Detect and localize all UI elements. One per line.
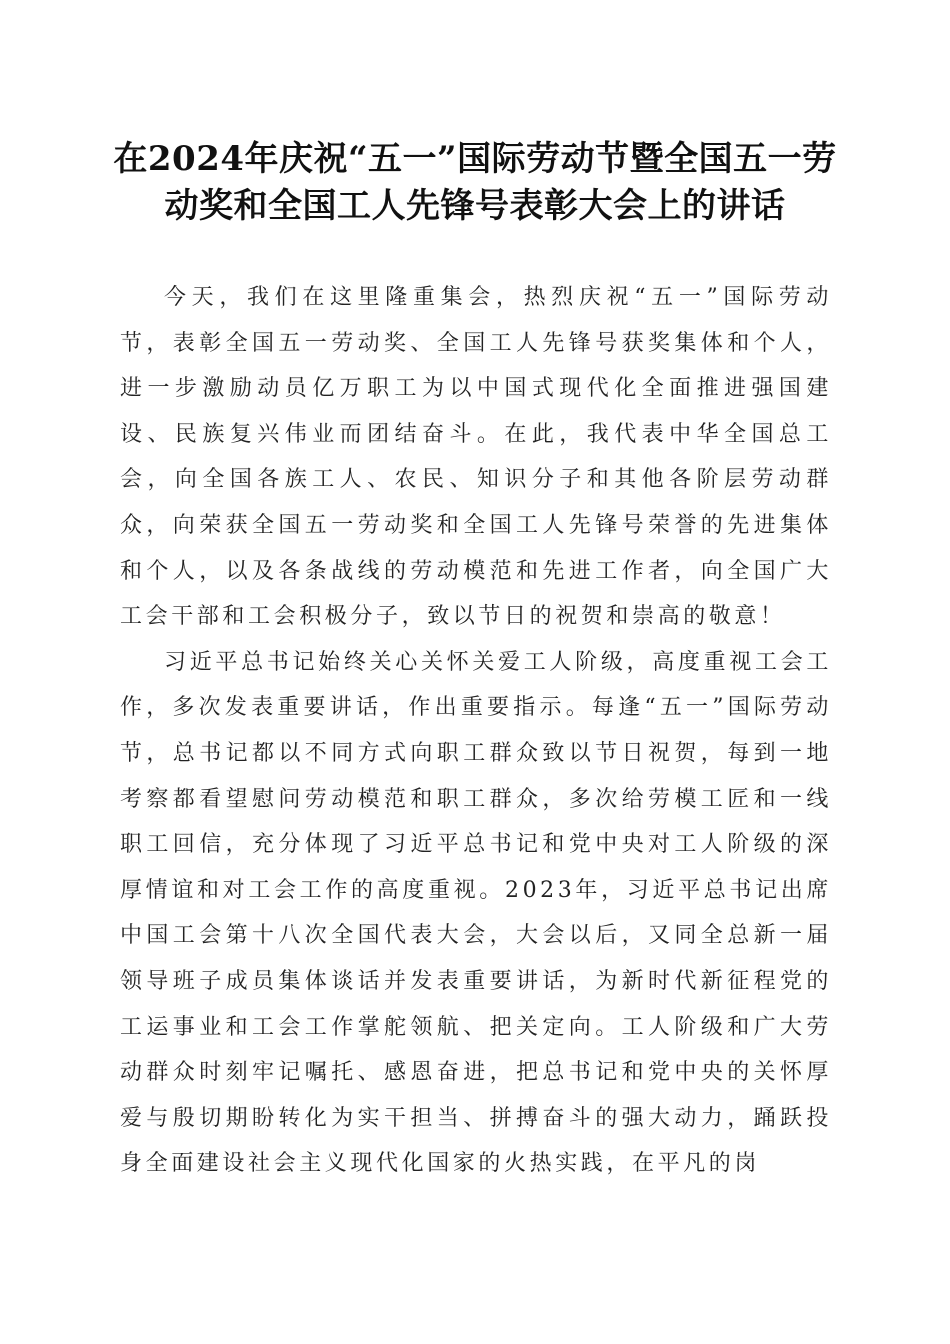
paragraph-1: 今天，我们在这里隆重集会，热烈庆祝“五一”国际劳动节，表彰全国五一劳动奖、全国工人先锋号获奖集体和个人，进一步激励动员亿万职工为以中国式现代化全面推进强国建设、民族复兴伟业而团结奋斗。在此，我代表中华全国总工会，向全国各族工人、农民、知识分子和其他各阶层劳动群众，向荣获全国五一劳动奖和全国工人先锋号荣誉的先进集体和个人，以及各条战线的劳动模范和先进工作者，向全国广大工会干部和工会积极分子，致以节日的祝贺和崇高的敬意！ [120, 285, 832, 630]
paragraph-2: 习近平总书记始终关心关怀关爱工人阶级，高度重视工会工作，多次发表重要讲话，作出重要指示。每逢“五一”国际劳动节，总书记都以不同方式向职工群众致以节日祝贺，每到一地考察都看望慰问劳动模范和职工群众，多次给劳模工匠和一线职工回信，充分体现了习近平总书记和党中央对工人阶级的深厚情谊和对工会工作的高度重视。2023年，习近平总书记出席中国工会第十八次全国代表大会，大会以后，又同全总新一届领导班子成员集体谈话并发表重要讲话，为新时代新征程党的工运事业和工会工作掌舵领航、把关定向。工人阶级和广大劳动群众时刻牢记嘱托、感恩奋进，把总书记和党中央的关怀厚爱与殷切期盼转化为实干担当、拼搏奋斗的强大动力，踊跃投身全面建设社会主义现代化国家的火热实践，在平凡的岗 [120, 649, 832, 1177]
document-body [120, 275, 832, 1187]
document-title: 在2024年庆祝“五一”国际劳动节暨全国五一劳动奖和全国工人先锋号表彰大会上的讲话 [113, 139, 837, 226]
